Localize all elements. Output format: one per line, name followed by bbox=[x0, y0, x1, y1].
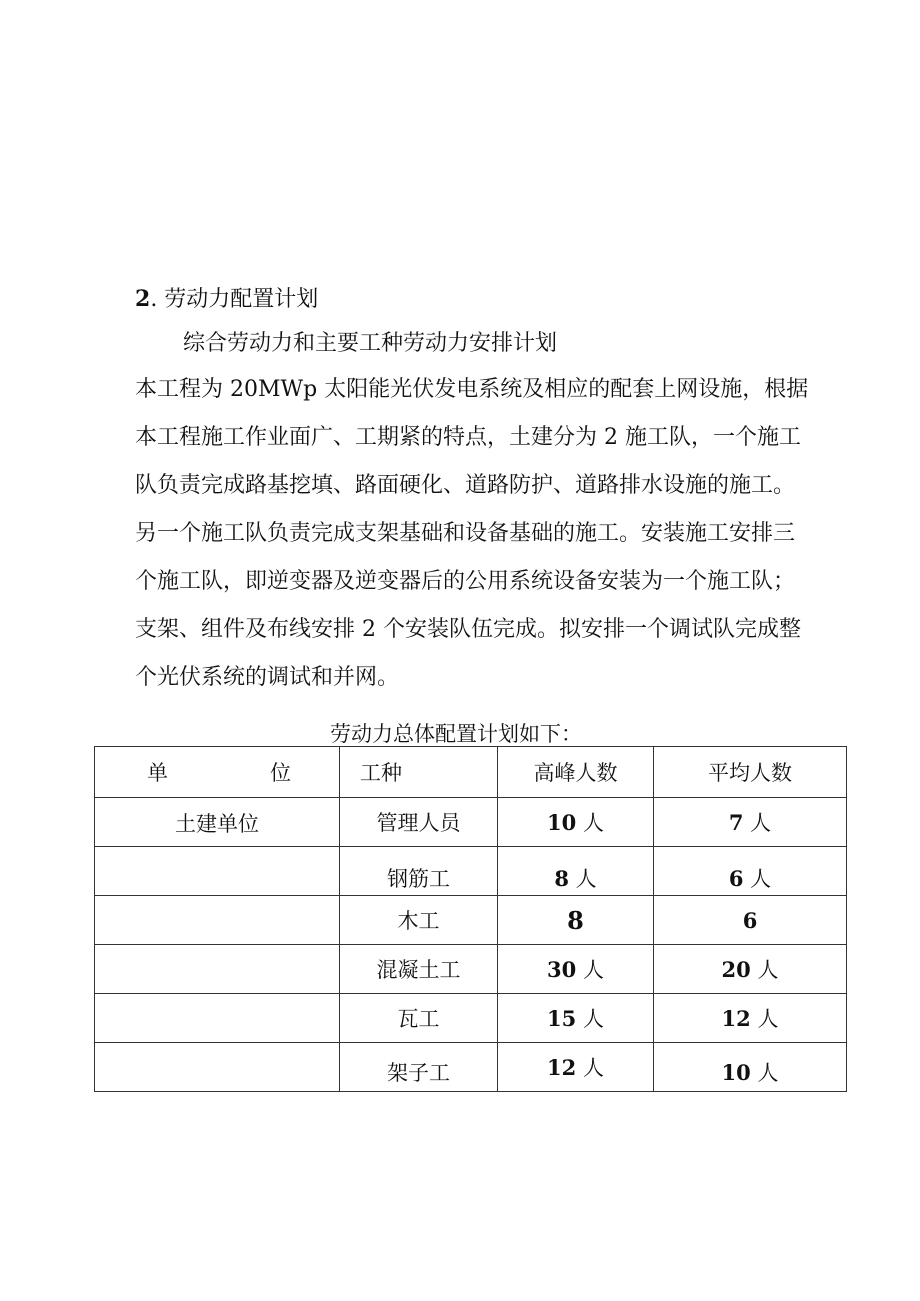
cell-trade: 混凝土工 bbox=[340, 945, 498, 994]
section-subtitle: 综合劳动力和主要工种劳动力安排计划 bbox=[183, 331, 558, 356]
table-row bbox=[95, 847, 847, 896]
table-caption: 劳动力总体配置计划如下： bbox=[330, 722, 582, 746]
cell-avg: 12 人 bbox=[654, 994, 847, 1043]
cell-peak: 30 人 bbox=[498, 945, 654, 994]
cell-trade: 钢筋工 bbox=[340, 847, 498, 896]
header-unit-b: 位 bbox=[270, 761, 291, 785]
cell-unit bbox=[95, 847, 340, 896]
section-number: 2 bbox=[135, 286, 151, 312]
body-line-6: 支架、组件及布线安排 2 个安装队伍完成。拟安排一个调试队完成整 bbox=[135, 617, 801, 642]
cell-trade: 木工 bbox=[340, 896, 498, 945]
cell-unit bbox=[95, 1043, 340, 1092]
body-line-7: 个光伏系统的调试和并网。 bbox=[135, 665, 400, 690]
header-unit bbox=[95, 747, 340, 798]
cell-peak: 15 人 bbox=[498, 994, 654, 1043]
body-line-4: 另一个施工队负责完成支架基础和设备基础的施工。安装施工安排三 bbox=[135, 521, 796, 546]
table-row bbox=[95, 798, 847, 847]
body-line-5: 个施工队，即逆变器及逆变器后的公用系统设备安装为一个施工队； bbox=[135, 569, 796, 594]
table-row bbox=[95, 1043, 847, 1092]
cell-unit: 土建单位 bbox=[95, 798, 340, 847]
cell-avg: 20 人 bbox=[654, 945, 847, 994]
cell-peak: 12 人 bbox=[498, 1043, 654, 1092]
labor-plan-table bbox=[94, 746, 847, 1092]
header-peak: 高峰人数 bbox=[498, 747, 654, 798]
cell-avg: 6 bbox=[654, 896, 847, 945]
header-trade: 工种 bbox=[340, 747, 498, 798]
table-row bbox=[95, 945, 847, 994]
cell-peak: 10 人 bbox=[498, 798, 654, 847]
cell-trade: 瓦工 bbox=[340, 994, 498, 1043]
cell-avg: 6 人 bbox=[654, 847, 847, 896]
cell-avg: 10 人 bbox=[654, 1043, 847, 1092]
cell-avg: 7 人 bbox=[654, 798, 847, 847]
cell-trade: 架子工 bbox=[340, 1043, 498, 1092]
header-avg: 平均人数 bbox=[654, 747, 847, 798]
header-unit-a: 单 bbox=[147, 761, 168, 785]
cell-unit bbox=[95, 994, 340, 1043]
table-row bbox=[95, 896, 847, 945]
cell-unit bbox=[95, 945, 340, 994]
table-row bbox=[95, 994, 847, 1043]
section-title: . 劳动力配置计划 bbox=[150, 287, 319, 312]
cell-trade: 管理人员 bbox=[340, 798, 498, 847]
body-line-1: 本工程为 20MWp 太阳能光伏发电系统及相应的配套上网设施，根据 bbox=[135, 377, 809, 402]
cell-peak: 8 人 bbox=[498, 847, 654, 896]
table-header-row bbox=[95, 747, 847, 798]
body-line-2: 本工程施工作业面广、工期紧的特点，土建分为 2 施工队，一个施工 bbox=[135, 425, 801, 450]
cell-unit bbox=[95, 896, 340, 945]
body-line-3: 队负责完成路基挖填、路面硬化、道路防护、道路排水设施的施工。 bbox=[135, 473, 796, 498]
section-heading bbox=[135, 282, 318, 313]
cell-peak: 8 bbox=[498, 896, 654, 945]
